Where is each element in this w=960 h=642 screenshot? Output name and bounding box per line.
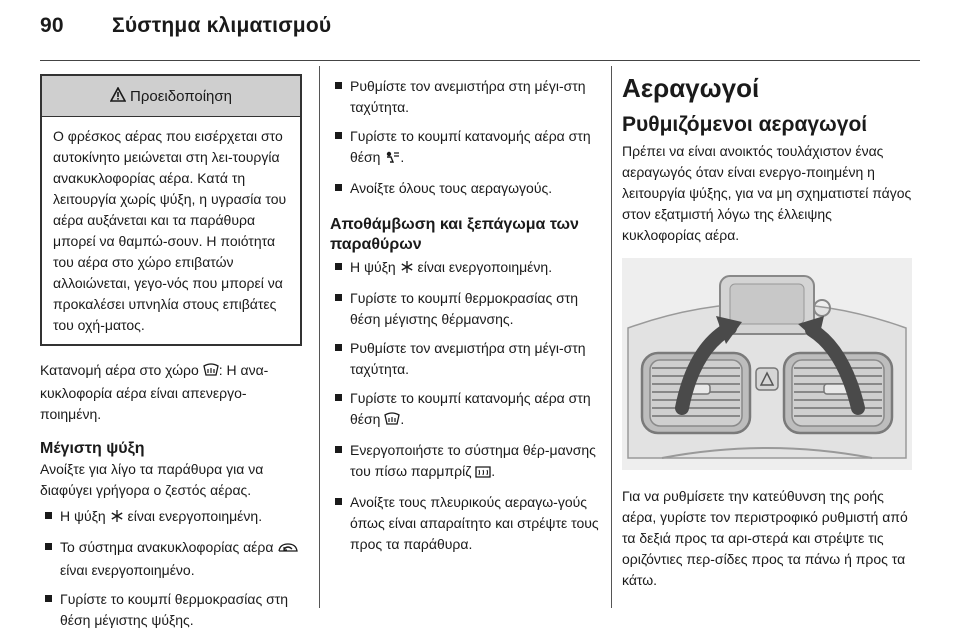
- list-item: Ανοίξτε τους πλευρικούς αεραγω-γούς όπως είναι απαραίτητο και στρέψτε τους προς τα παράθυρα.: [330, 492, 602, 555]
- warning-triangle-icon: [110, 87, 126, 106]
- warning-header: [42, 76, 300, 117]
- max-cooling-intro: Ανοίξτε για λίγο τα παράθυρα για να διαφύγει γρήγορα ο ζεστός αέρας.: [40, 461, 264, 498]
- list-item: Ενεργοποιήστε το σύστημα θέρ-μανσης του πίσω παρμπρίζ .: [330, 440, 602, 484]
- subsection-heading: Ρυθμιζόμενοι αεραγωγοί: [622, 113, 868, 136]
- list-item: Η ψύξη είναι ενεργοποιημένη.: [40, 506, 302, 529]
- list-item: Γυρίστε το κουμπί θερμοκρασίας στη θέση μέγιστης θέρμανσης.: [330, 288, 602, 330]
- defrost-heading: Αποθάμβωση και ξεπάγωμα των παραθύρων: [330, 216, 579, 253]
- warning-title: Προειδοποίηση: [130, 87, 232, 105]
- defrost-list: [330, 257, 602, 555]
- ac-snowflake-icon: [400, 259, 414, 280]
- list-item: Γυρίστε το κουμπί κατανομής αέρα στη θέση .: [330, 126, 602, 170]
- max-cooling-list-continued: [330, 76, 602, 199]
- max-cooling-heading: Μέγιστη ψύξη: [40, 440, 145, 457]
- windscreen-air-distribution-icon: [384, 411, 400, 432]
- list-item: Ρυθμίστε τον ανεμιστήρα στη μέγι-στη ταχύτητα.: [330, 338, 602, 380]
- list-item: Γυρίστε το κουμπί κατανομής αέρα στη θέση .: [330, 388, 602, 432]
- list-item: Γυρίστε το κουμπί θερμοκρασίας στη θέση μέγιστης ψύξης.: [40, 589, 302, 631]
- column-1: [40, 64, 302, 631]
- column-divider: [319, 66, 320, 608]
- chapter-title: Σύστημα κλιματισμού: [112, 14, 332, 37]
- header-rule: [40, 60, 920, 61]
- recirc-note: Κατανομή αέρα στο χώρο : Η ανα-κυκλοφορία αέρα είναι απενεργο-ποιημένη.: [40, 362, 269, 422]
- column-2: [330, 64, 602, 555]
- vents-adjust-text: Για να ρυθμίσετε την κατεύθυνση της ροής αέρα, γυρίστε τον περιστροφικό ρυθμιστή από τα δεξιά προς τα αρι-στερά και στρέψτε τις οριζόντιες περ-σίδες προς τα πάνω ή προς τα κάτω.: [622, 488, 908, 588]
- warning-text: Ο φρέσκος αέρας που εισέρχεται στο αυτοκίνητο μειώνεται στη λει-τουργία ανακυκλοφορίας αέρα. Κατά τη λειτουργία χωρίς ψύξη, η υγρασία του αέρα αυξάνεται και τα παράθυρα μπορεί να θαμπώ-σουν. Η ποιότητα του αέρα στο χώρο επιβατών αλλοιώνεται, γεγο-νός που μπορεί να προκαλέσει υπνηλία στους επιβάτες του οχή-ματος.: [53, 128, 287, 333]
- air-vents-photo: [622, 258, 912, 470]
- air-recirculation-icon: [277, 539, 299, 560]
- column-3: [622, 64, 912, 591]
- face-air-distribution-icon: [384, 149, 400, 170]
- ac-snowflake-icon: [110, 508, 124, 529]
- list-item: Ανοίξτε όλους τους αεραγωγούς.: [330, 178, 602, 199]
- windscreen-air-distribution-icon: [203, 362, 219, 383]
- section-heading: Αεραγωγοί: [622, 73, 760, 103]
- warning-box: [40, 74, 302, 346]
- page-number: 90: [40, 14, 64, 37]
- rear-window-heating-icon: [475, 463, 491, 484]
- page-header: [40, 14, 331, 38]
- list-item: Η ψύξη είναι ενεργοποιημένη.: [330, 257, 602, 280]
- max-cooling-list: [40, 506, 302, 631]
- vents-intro: Πρέπει να είναι ανοικτός τουλάχιστον ένας αεραγωγός όταν είναι ενεργο-ποιημένη η λειτουργία ψύξης, για να μη σχηματιστεί πάγος στον εξατμιστή λόγω της έλλειψης κυκλοφορίας αέρα.: [622, 143, 912, 243]
- list-item: Ρυθμίστε τον ανεμιστήρα στη μέγι-στη ταχύτητα.: [330, 76, 602, 118]
- column-divider: [611, 66, 612, 608]
- list-item: Το σύστημα ανακυκλοφορίας αέρα είναι ενεργοποιημένο.: [40, 537, 302, 581]
